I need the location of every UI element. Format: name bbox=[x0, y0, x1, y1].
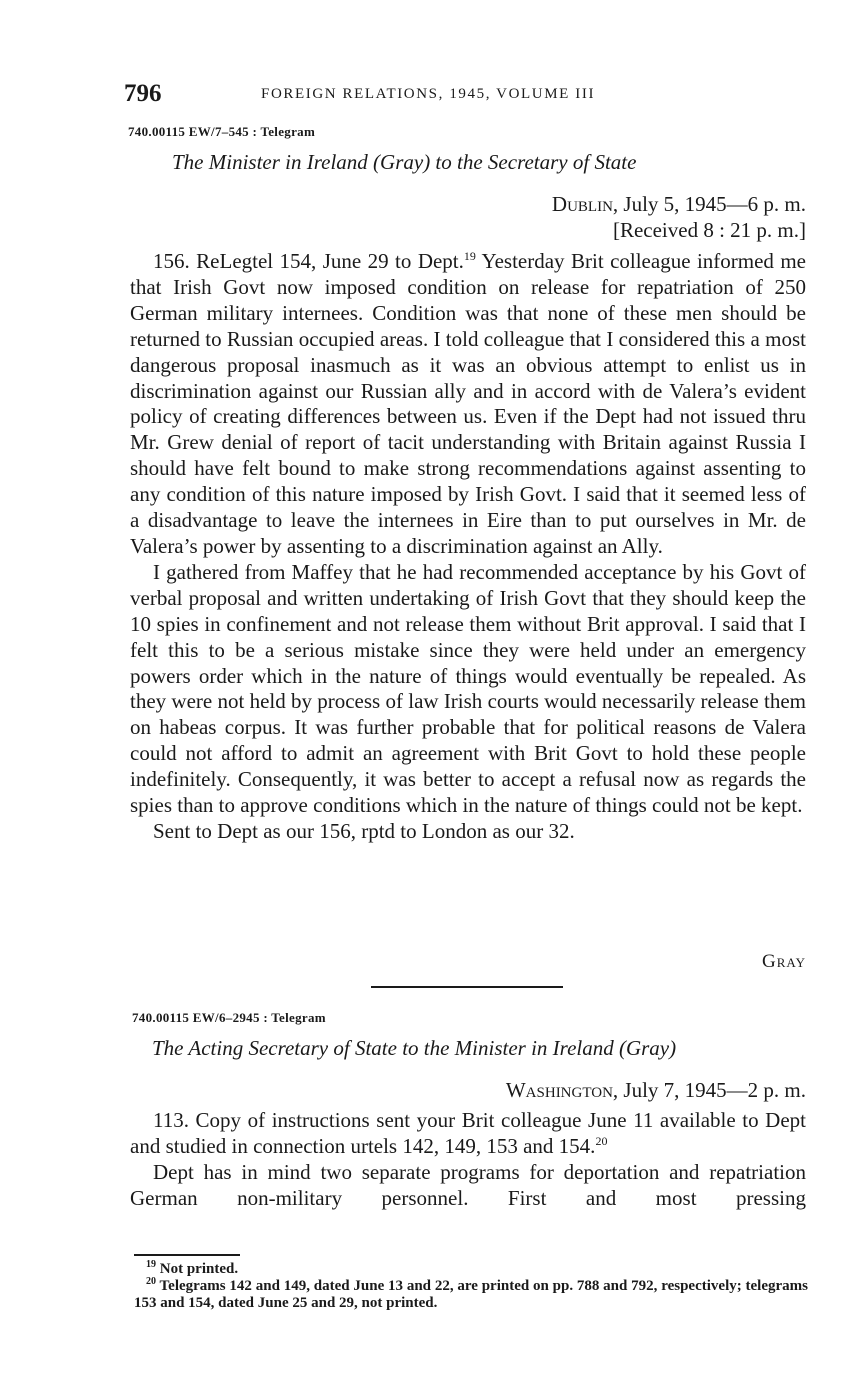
footnote-marker: 19 bbox=[463, 249, 476, 263]
telegram-body bbox=[130, 1108, 806, 1212]
footnote bbox=[134, 1261, 808, 1278]
document-heading: The Minister in Ireland (Gray) to the Secretary of State bbox=[172, 150, 637, 174]
running-title: FOREIGN RELATIONS, 1945, VOLUME III bbox=[261, 86, 596, 102]
footnote bbox=[134, 1278, 808, 1312]
dateline-place: Dublin bbox=[551, 192, 613, 216]
running-head bbox=[124, 80, 824, 110]
footnotes bbox=[134, 1261, 808, 1312]
page-number: 796 bbox=[124, 80, 162, 107]
paragraph: Sent to Dept as our 156, rptd to London as our 32. bbox=[153, 818, 575, 843]
paragraph-text: 113. Copy of instructions sent your Brit colleague June 11 available to Dept and studied in connection urtels 142, 149, 153 and 154. bbox=[130, 1108, 806, 1158]
footnote-rule bbox=[134, 1254, 240, 1256]
dateline bbox=[552, 192, 806, 217]
dateline bbox=[506, 1078, 806, 1103]
section-divider bbox=[371, 986, 563, 988]
document-file-reference: 740.00115 EW/6–2945 : Telegram bbox=[132, 1010, 326, 1025]
paragraph: Dept has in mind two separate programs for deportation and repatriation German non-military personnel. First and most pressing bbox=[130, 1159, 806, 1210]
signature: Gray bbox=[762, 951, 806, 972]
footnote-number: 20 bbox=[146, 1276, 156, 1287]
dateline-date: , July 5, 1945—6 p. m. bbox=[612, 192, 806, 216]
dateline-date: , July 7, 1945—2 p. m. bbox=[612, 1078, 806, 1102]
document-heading: The Acting Secretary of State to the Minister in Ireland (Gray) bbox=[152, 1036, 677, 1060]
footnote-text: Not printed. bbox=[159, 1261, 239, 1277]
footnote-number: 19 bbox=[146, 1259, 156, 1270]
document-file-reference: 740.00115 EW/7–545 : Telegram bbox=[128, 124, 316, 139]
footnote-marker: 20 bbox=[595, 1133, 608, 1148]
paragraph-text: Yesterday Brit colleague informed me that Irish Govt now imposed condition on release for repatriation of 250 German military internees. Condition was that none of these men should be returned to Russian occupied areas. I told colleague that I considered this a most dangerous proposal inasmuch as it was an obvious attempt to enlist us in discrimination against our Russian ally and in accord with de Valera’s evident policy of creating differences between us. Even if the Dept had not issued thru Mr. Grew denial of report of tacit understanding with Britain against Russia I should have felt bound to make strong recommendations against assenting to any condition of this nature imposed by Irish Govt. I said that it seemed less of a disadvantage to leave the internees in Eire than to put ourselves in Mr. de Valera’s power by assenting to a discrimination against an Ally. bbox=[130, 249, 806, 558]
paragraph bbox=[130, 1108, 806, 1160]
paragraph-text: 156. ReLegtel 154, June 29 to Dept. bbox=[153, 249, 464, 273]
dateline-place: Washington bbox=[505, 1078, 613, 1102]
received-line: [Received 8 : 21 p. m.] bbox=[612, 218, 806, 242]
telegram-body bbox=[130, 249, 806, 845]
paragraph: I gathered from Maffey that he had recommended acceptance by his Govt of verbal proposal and written undertaking of Irish Govt that they should keep the 10 spies in confinement and not release them without Brit approval. I said that I felt this to be a serious mistake since they were held under an emergency powers order which in the nature of things would eventually be repealed. As they were not held by process of law Irish courts would necessarily release them on habeas corpus. It was further probable that for political reasons de Valera could not afford to admit an agreement with Brit Govt to hold these people indefinitely. Consequently, it was better to accept a refusal now as regards the spies than to approve conditions which in the nature of things could not be kept. bbox=[130, 559, 806, 818]
footnote-text: Telegrams 142 and 149, dated June 13 and 22, are printed on pp. 788 and 792, respectively; telegrams 153 and 154, dated June 25 and 29, not printed. bbox=[134, 1278, 808, 1311]
paragraph bbox=[130, 249, 806, 560]
